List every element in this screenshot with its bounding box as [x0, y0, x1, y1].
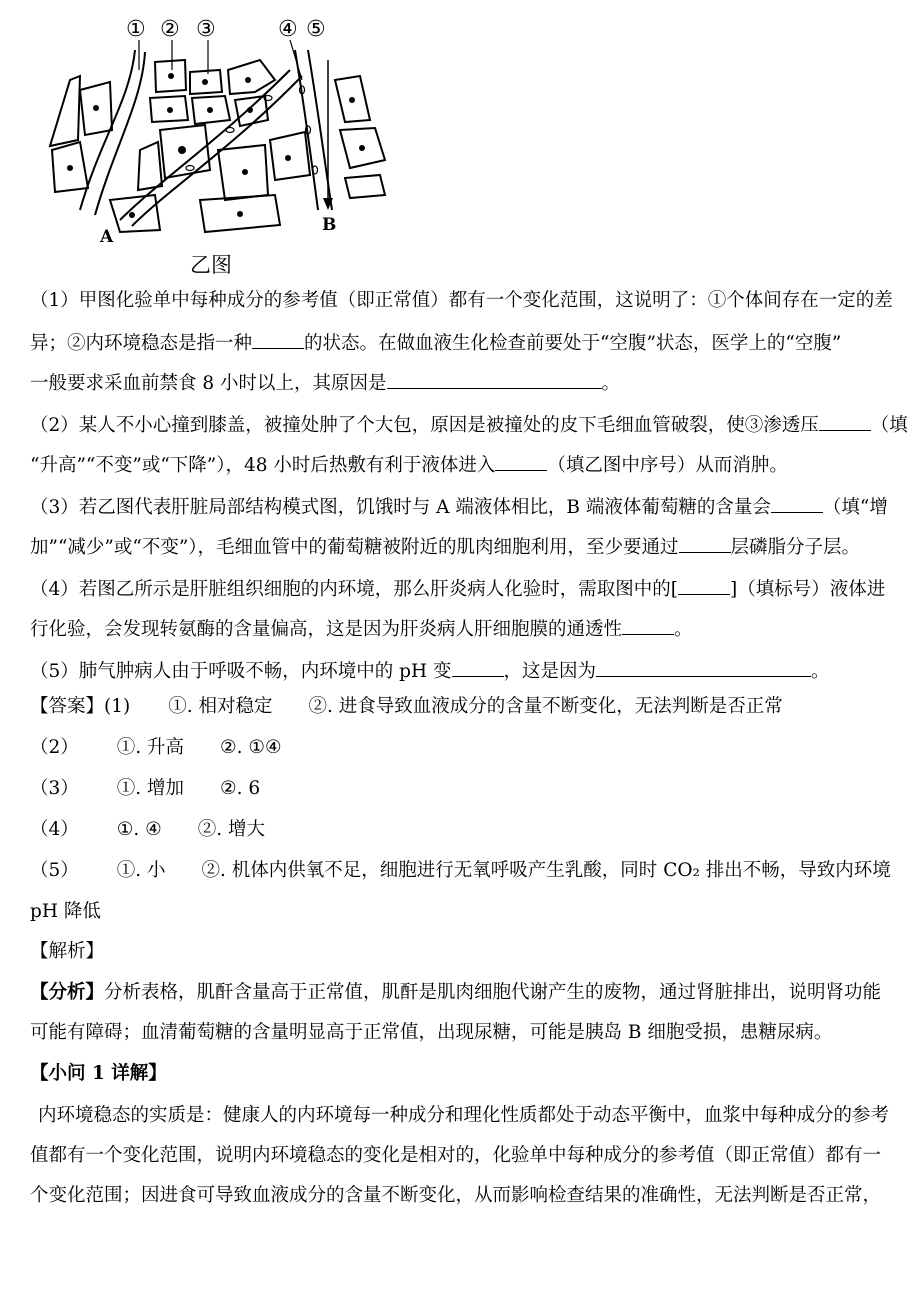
- blank: [495, 452, 547, 471]
- figure-caption: 乙图: [190, 253, 232, 277]
- answer-row-5: [30, 859, 891, 883]
- tissue-diagram: [40, 10, 400, 280]
- q4-line2: [30, 616, 880, 642]
- text: （2）某人不小心撞到膝盖，被撞处肿了个大包，原因是被撞处的皮下毛细血管破裂，使③渗透压: [30, 415, 819, 436]
- text: 可能有障碍；血清葡萄糖的含量明显高于正常值，出现尿糖，可能是胰岛 B 细胞受损，患糖尿病。: [30, 1022, 833, 1043]
- text: 。: [601, 373, 621, 394]
- answer-label: 【答案】: [30, 696, 105, 717]
- analysis-label: [30, 940, 880, 964]
- text: ②. 增大: [197, 819, 265, 840]
- blank: [819, 412, 871, 431]
- end-b-label: B: [322, 215, 337, 235]
- text: 行化验，会发现转氨酶的含量偏高，这是因为肝炎病人肝细胞膜的通透性: [30, 619, 623, 640]
- fenxi-label: 【分析】: [30, 982, 105, 1003]
- text: （填: [870, 415, 908, 436]
- fenxi-line2: [30, 1021, 880, 1045]
- text: （2）: [30, 737, 79, 758]
- fenxi-line1: [30, 981, 880, 1005]
- marker-1: ①: [126, 17, 146, 42]
- q1-line3: [30, 370, 880, 396]
- cell: [228, 60, 275, 94]
- answer-row-1: [30, 695, 880, 719]
- text: (1): [104, 696, 131, 717]
- cell: [345, 175, 385, 198]
- text: 值都有一个变化范围，说明内环境稳态的变化是相对的，化验单中每种成分的参考值（即正常值）都有一: [30, 1145, 882, 1166]
- text: （3）若乙图代表肝脏局部结构模式图，饥饿时与 A 端液体相比，B 端液体葡萄糖的含量会: [30, 497, 771, 518]
- text: ②. ①④: [220, 737, 282, 758]
- text: ②. 6: [220, 778, 261, 799]
- blank: [771, 494, 823, 513]
- q4-line1: [30, 576, 886, 602]
- q3-line2: [30, 534, 880, 560]
- text: ，这是因为: [503, 661, 597, 682]
- detail-line3: [30, 1184, 880, 1208]
- text: （5）肺气肿病人由于呼吸不畅，内环境中的 pH 变: [30, 661, 452, 682]
- end-a-label: A: [100, 227, 114, 247]
- blank: [387, 370, 602, 389]
- q1-line1: [30, 289, 893, 313]
- text: （1）甲图化验单中每种成分的参考值（即正常值）都有一个变化范围，这说明了：①个体间存在一定的差: [30, 290, 893, 311]
- detail-line1: [38, 1104, 888, 1128]
- text: ②. 进食导致血液成分的含量不断变化，无法判断是否正常: [308, 696, 783, 717]
- text: 的状态。在做血液生化检查前要处于“空腹”状态，医学上的“空腹”: [304, 333, 842, 354]
- capillary-right: [295, 50, 318, 210]
- text: 【小问 1 详解】: [30, 1063, 167, 1084]
- text: 加”“减少”或“不变”），毛细血管中的葡萄糖被附近的肌肉细胞利用，至少要通过: [30, 537, 679, 558]
- text: “升高”“不变”或“下降”），48 小时后热敷有利于液体进入: [30, 455, 496, 476]
- q5-line: [30, 658, 880, 684]
- blank: [596, 658, 811, 677]
- q3-line1: [30, 494, 888, 520]
- text: ①. 升高: [116, 737, 185, 758]
- answer-row-5-cont: [30, 900, 880, 924]
- blank: [622, 616, 674, 635]
- text: 一般要求采血前禁食 8 小时以上，其原因是: [30, 373, 387, 394]
- text: ]（填标号）液体进: [730, 579, 886, 600]
- text: （5）: [30, 860, 79, 881]
- text: ①. 相对稳定: [168, 696, 273, 717]
- text: 异；②内环境稳态是指一种: [30, 333, 253, 354]
- text: （3）: [30, 778, 79, 799]
- blank: [452, 658, 504, 677]
- cell: [138, 142, 162, 190]
- text: pH 降低: [30, 901, 101, 922]
- answer-row-4: [30, 818, 880, 842]
- text: 【解析】: [30, 941, 105, 962]
- cell: [110, 195, 160, 232]
- marker-5: ⑤: [306, 17, 326, 42]
- q2-line1: [30, 412, 908, 438]
- text: 。: [674, 619, 693, 640]
- text: （填乙图中序号）从而消肿。: [547, 455, 788, 476]
- text: 内环境稳态的实质是：健康人的内环境每一种成分和理化性质都处于动态平衡中，血浆中每种成分的参考: [38, 1105, 890, 1126]
- marker-4: ④: [278, 17, 298, 42]
- blank: [252, 330, 304, 349]
- text: 个变化范围；因进食可导致血液成分的含量不断变化，从而影响检查结果的准确性，无法判断是否正常，: [30, 1185, 882, 1206]
- text: ①. ④: [116, 819, 162, 840]
- q2-line2: [30, 452, 880, 478]
- marker-3: ③: [196, 17, 216, 42]
- text: （填“增: [822, 497, 888, 518]
- xiao1-label: [30, 1062, 880, 1086]
- text: ①. 小: [116, 860, 166, 881]
- text: （4）: [30, 819, 79, 840]
- blank: [679, 534, 731, 553]
- answer-row-2: [30, 736, 880, 760]
- blank: [678, 576, 730, 595]
- q1-line2: [30, 330, 880, 356]
- detail-line2: [30, 1144, 880, 1168]
- answer-row-3: [30, 777, 880, 801]
- text: 。: [811, 661, 830, 682]
- text: 层磷脂分子层。: [730, 537, 861, 558]
- cell: [50, 76, 80, 146]
- text: 分析表格，肌酐含量高于正常值，肌酐是肌肉细胞代谢产生的废物，通过肾脏排出，说明肾功能: [104, 982, 882, 1003]
- marker-2: ②: [160, 17, 180, 42]
- text: ②. 机体内供氧不足，细胞进行无氧呼吸产生乳酸，同时 CO₂ 排出不畅，导致内环境: [201, 860, 891, 881]
- text: ①. 增加: [116, 778, 185, 799]
- text: （4）若图乙所示是肝脏组织细胞的内环境，那么肝炎病人化验时，需取图中的[: [30, 579, 678, 600]
